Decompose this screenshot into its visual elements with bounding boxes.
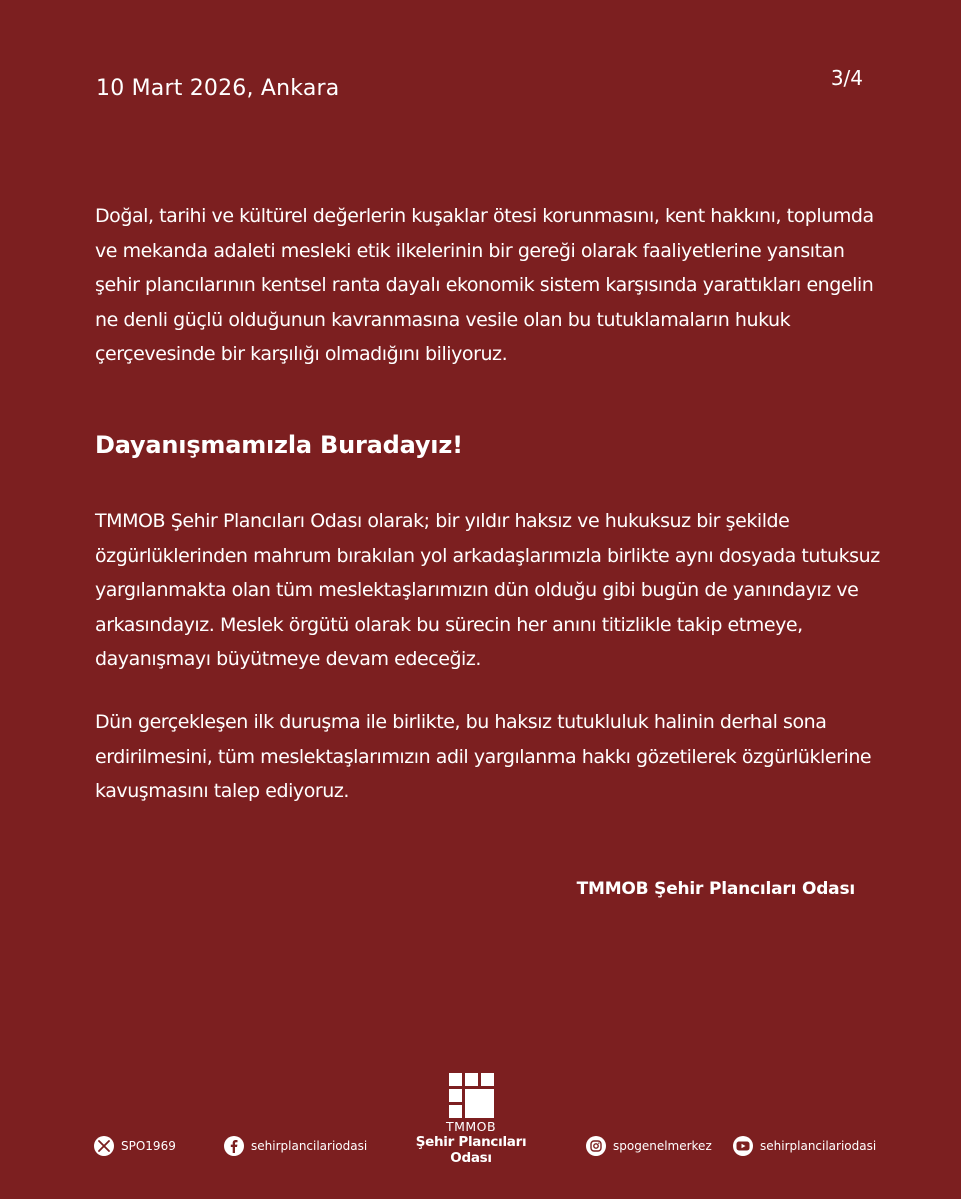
social-x[interactable]: [94, 1135, 176, 1157]
social-youtube[interactable]: [733, 1135, 876, 1157]
logo-text-top: TMMOB: [445, 1119, 497, 1134]
social-handle: SPO1969: [121, 1139, 176, 1153]
facebook-icon: [224, 1136, 244, 1156]
section-heading: Dayanışmamızla Buradayız!: [95, 431, 463, 459]
social-handle: sehirplancilariodasi: [760, 1139, 877, 1153]
paragraph-1: Doğal, tarihi ve kültürel değerlerin kuşaklar ötesi korunmasını, kent hakkını, toplumda ve mekanda adaleti mesleki etik ilkelerinin bir gereği olarak faaliyetlerine yansıtan şehir plancılarının kentsel ranta dayalı ekonomik sistem karşısında yarattıkları engelin ne denli güçlü olduğunun kavranmasına vesile olan bu tutuklamaların hukuk çerçevesinde bir karşılığı olmadığını biliyoruz.: [95, 205, 874, 365]
page-indicator: 3/4: [830, 66, 863, 90]
logo-grid-icon: [449, 1073, 494, 1118]
x-icon: [94, 1136, 114, 1156]
social-facebook[interactable]: [224, 1135, 367, 1157]
organization-logo: [396, 1073, 546, 1166]
paragraph-2: TMMOB Şehir Plancıları Odası olarak; bir yıldır haksız ve hukuksuz bir şekilde özgürlüklerinden mahrum bırakılan yol arkadaşlarımızla birlikte aynı dosyada tutuksuz yargılanmakta olan tüm meslektaşlarımızın dün olduğu gibi bugün de yanındayız ve arkasındayız. Meslek örgütü olarak bu sürecin her anını titizlikle takip etmeye, dayanışmayı büyütmeye devam edeceğiz.: [95, 510, 880, 670]
social-handle: sehirplancilariodasi: [251, 1139, 368, 1153]
date-place: 10 Mart 2026, Ankara: [96, 76, 340, 101]
logo-text-bottom: Şehir Plancıları Odası: [415, 1134, 527, 1166]
paragraph-3: Dün gerçekleşen ilk duruşma ile birlikte, bu haksız tutukluluk halinin derhal sona erdirilmesini, tüm meslektaşlarımızın adil yargılanma hakkı gözetilerek özgürlüklerine kavuşmasını talep ediyoruz.: [95, 711, 872, 802]
social-instagram[interactable]: [586, 1135, 712, 1157]
instagram-icon: [586, 1136, 606, 1156]
youtube-icon: [733, 1136, 753, 1156]
signature: TMMOB Şehir Plancıları Odası: [576, 879, 855, 899]
social-handle: spogenelmerkez: [613, 1139, 712, 1153]
